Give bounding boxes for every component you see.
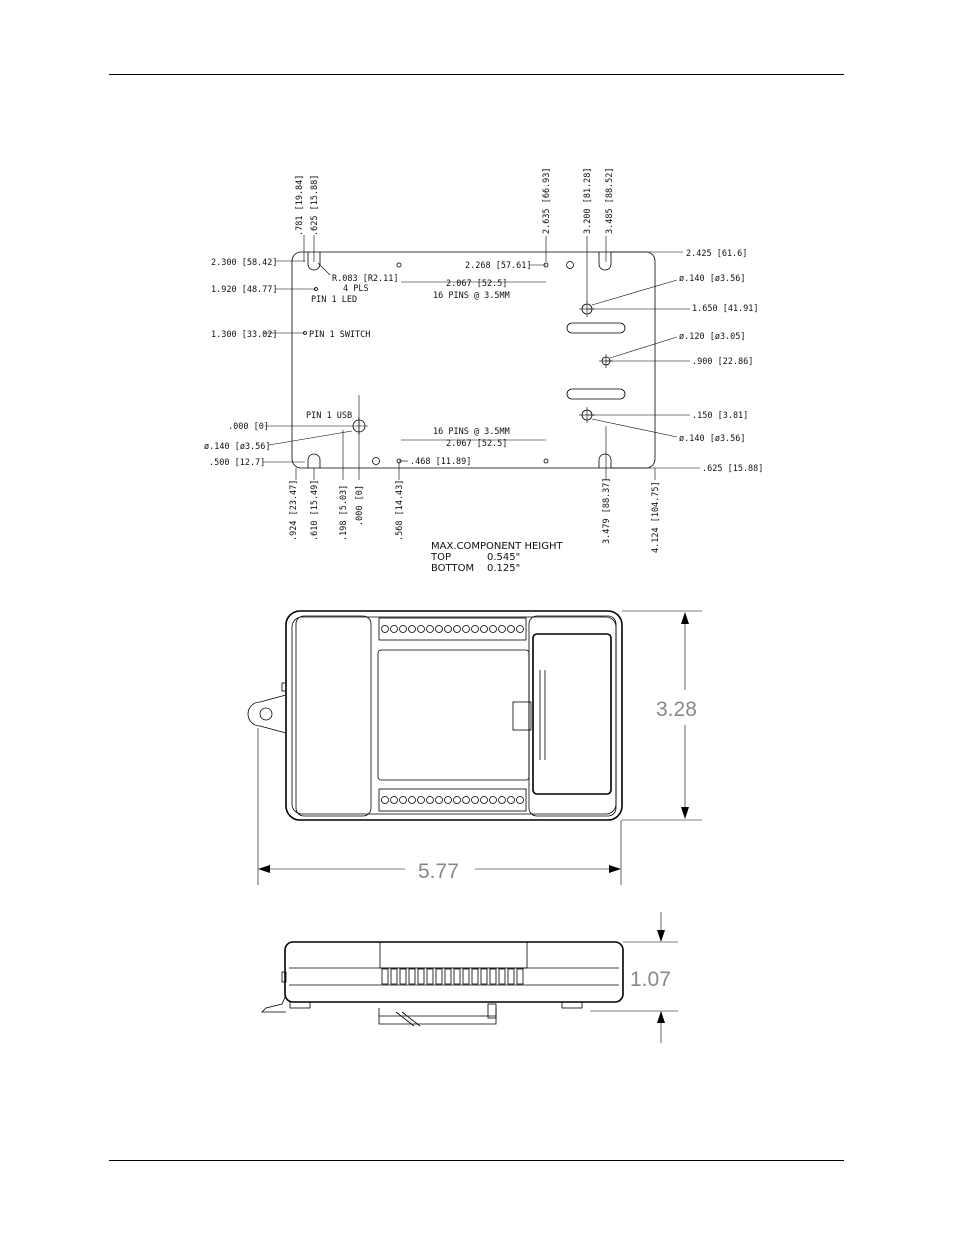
terminal-screw (472, 797, 479, 804)
terminal-screw (481, 626, 488, 633)
component-height-bottom-label: BOTTOM (431, 563, 475, 574)
terminal-screw (409, 626, 416, 633)
pin1-usb-label: PIN 1 USB (306, 411, 353, 421)
terminal-screw (463, 797, 470, 804)
top-view (204, 167, 763, 574)
side-terminal (454, 969, 460, 984)
hole-bottom-left (373, 458, 380, 465)
pins-top-label: 16 PINS @ 3.5MM (433, 291, 510, 301)
terminal-screw (517, 797, 524, 804)
corner-slot-bl (308, 454, 320, 468)
side-terminal (472, 969, 478, 984)
terminals-bottom (382, 797, 524, 804)
terminal-screw (400, 797, 407, 804)
plan-height-dimension: 3.28 (656, 698, 697, 721)
terminal-screw (454, 626, 461, 633)
dim-2635: 2.635 [66.93] (542, 167, 552, 234)
side-terminal (391, 969, 397, 984)
side-terminal-housing (380, 942, 527, 968)
dim-500: .500 [12.7] (209, 458, 266, 468)
dim-2067-bottom: 2.067 [52.5] (446, 439, 508, 449)
side-foot-right (562, 1002, 582, 1008)
terminal-screw (490, 797, 497, 804)
side-terminal (436, 969, 442, 984)
side-terminal (490, 969, 496, 984)
dim-1920: 1.920 [48.77] (211, 285, 278, 295)
side-terminal (418, 969, 424, 984)
terminal-screw (418, 797, 425, 804)
terminal-screw (436, 626, 443, 633)
mounting-ear-hole (260, 708, 272, 720)
side-terminal (409, 969, 415, 984)
dim-625-right: .625 [15.88] (702, 464, 764, 474)
plan-view (248, 611, 702, 885)
dim-3485: 3.485 [88.52] (605, 167, 615, 234)
dim-625: .625 [15.88] (310, 174, 320, 236)
terminal-block-bottom (379, 789, 526, 811)
dim-610: .610 [15.49] (310, 479, 320, 541)
dim-150: .150 [3.81] (692, 411, 749, 421)
terminal-screw (463, 626, 470, 633)
pin-marker-1 (397, 263, 401, 267)
side-terminal (400, 969, 406, 984)
left-end-cap (296, 616, 371, 816)
side-foot-left (290, 1002, 310, 1008)
dim-000-left: .000 [0] (228, 422, 269, 432)
terminal-screw (472, 626, 479, 633)
dim-dia-140-upper: ø.140 [ø3.56] (679, 274, 746, 284)
side-terminals (382, 969, 523, 984)
side-terminal (481, 969, 487, 984)
side-terminal (499, 969, 505, 984)
panel-tab (513, 702, 531, 730)
dim-000: .000 [0] (355, 485, 365, 526)
terminal-screw (454, 797, 461, 804)
center-panel (378, 650, 529, 780)
terminal-screw (481, 797, 488, 804)
slot-lower (567, 389, 625, 399)
terminal-screw (436, 797, 443, 804)
dim-dia-140-lower: ø.140 [ø3.56] (679, 434, 746, 444)
pin-marker-4 (544, 459, 548, 463)
dim-2067-top: 2.067 [52.5] (446, 279, 508, 289)
dim-dia-140-left: ø.140 [ø3.56] (204, 442, 271, 452)
pins-bottom-label: 16 PINS @ 3.5MM (433, 427, 510, 437)
corner-slot-br (599, 454, 611, 468)
dim-781: .781 [19.84] (295, 174, 305, 236)
dim-3479: 3.479 [88.37] (602, 477, 612, 544)
corner-slot-tr (599, 252, 611, 270)
side-mounting-ear (262, 995, 286, 1012)
dim-4124: 4.124 [104.75] (651, 481, 661, 553)
side-height-dimension: 1.07 (630, 968, 671, 991)
dim-900: .900 [22.86] (692, 357, 754, 367)
side-terminal (427, 969, 433, 984)
terminal-screw (427, 626, 434, 633)
places-label: 4 PLS (343, 284, 369, 294)
side-terminal (445, 969, 451, 984)
terminal-screw (418, 626, 425, 633)
terminal-screw (391, 797, 398, 804)
component-height-top-label: TOP (431, 552, 452, 563)
terminal-screw (517, 626, 524, 633)
dim-1300: 1.300 [33.02] (211, 330, 278, 340)
mounting-ear (248, 695, 286, 733)
terminal-screw (382, 797, 389, 804)
component-height-bottom-value: 0.125" (487, 563, 521, 574)
pin1-led-label: PIN 1 LED (311, 295, 358, 305)
dim-1650: 1.650 [41.91] (692, 304, 759, 314)
terminal-screw (391, 626, 398, 633)
terminal-screw (427, 797, 434, 804)
terminal-screw (499, 797, 506, 804)
terminals-top (382, 626, 524, 633)
dim-198: .198 [5.03] (339, 484, 349, 541)
dim-924: .924 [23.47] (289, 479, 299, 541)
terminal-screw (409, 797, 416, 804)
plan-width-dimension: 5.77 (418, 860, 459, 883)
dim-dia-120: ø.120 [ø3.05] (679, 332, 746, 342)
terminal-screw (508, 797, 515, 804)
dim-2300: 2.300 [58.42] (211, 258, 278, 268)
component-height-top-value: 0.545" (487, 552, 521, 563)
side-terminal (463, 969, 469, 984)
component-height-title: MAX.COMPONENT HEIGHT (431, 541, 563, 552)
terminal-screw (445, 797, 452, 804)
side-terminal (382, 969, 388, 984)
terminal-block-top (379, 618, 526, 640)
terminal-screw (499, 626, 506, 633)
dim-2425: 2.425 [61.6] (686, 249, 748, 259)
slot-upper (567, 323, 625, 333)
side-terminal (508, 969, 514, 984)
dim-468: .468 [11.89] (410, 457, 472, 467)
hole-top-right (567, 262, 574, 269)
pin1-switch-label: PIN 1 SWITCH (309, 330, 371, 340)
side-view (262, 912, 678, 1043)
terminal-screw (445, 626, 452, 633)
right-end-cap (529, 616, 616, 816)
terminal-screw (508, 626, 515, 633)
terminal-screw (382, 626, 389, 633)
dim-3200: 3.200 [81.28] (583, 167, 593, 234)
radius-label: R.083 [R2.11] (332, 274, 399, 284)
terminal-screw (400, 626, 407, 633)
dim-2268: 2.268 [57.61] (465, 261, 532, 271)
side-terminal (517, 969, 523, 984)
dim-568: .568 [14.43] (395, 479, 405, 541)
terminal-screw (490, 626, 497, 633)
